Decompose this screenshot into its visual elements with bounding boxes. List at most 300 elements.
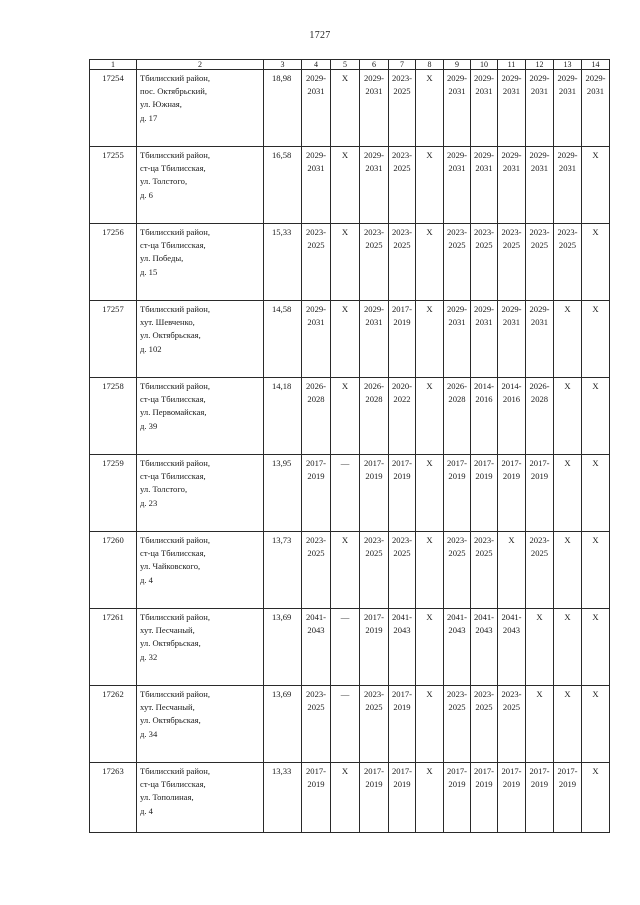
table-row — [90, 147, 610, 224]
row-id: 17262 — [90, 686, 137, 763]
term-end: 2028 — [365, 394, 383, 405]
term-start: 2023- — [391, 535, 413, 545]
term-cell-col-11 — [498, 70, 526, 147]
term-cell-col-8: X — [416, 147, 444, 224]
term-start: 2023- — [529, 535, 550, 545]
row-id: 17256 — [90, 224, 137, 301]
term-end: 2019 — [530, 779, 549, 790]
term-cell-col-5: X — [331, 532, 360, 609]
term-start: 2020- — [391, 381, 413, 391]
term-end: 2019 — [393, 471, 411, 482]
term-start: 2029- — [363, 304, 385, 314]
term-cell-col-14: X — [582, 378, 610, 455]
address-line: д. 6 — [140, 189, 153, 200]
row-id: 17261 — [90, 609, 137, 686]
term-start: 2023- — [557, 227, 578, 237]
term-end: 2031 — [475, 317, 493, 328]
term-start: 2029- — [557, 73, 578, 83]
area-cell: 16,58 — [264, 147, 302, 224]
term-start: 2023- — [305, 535, 327, 545]
term-start: 2017- — [529, 766, 550, 776]
term-end: 2025 — [558, 240, 577, 251]
term-start: 2041- — [501, 612, 522, 622]
row-id: 17258 — [90, 378, 137, 455]
term-start: 2017- — [305, 766, 327, 776]
address-cell — [137, 686, 264, 763]
address-cell — [137, 609, 264, 686]
term-start: 2041- — [446, 612, 468, 622]
term-cell-col-7 — [389, 378, 416, 455]
term-cell-col-13: X — [554, 532, 582, 609]
column-header-7: 7 — [389, 60, 416, 70]
term-end: 2043 — [448, 625, 466, 636]
term-cell-col-5: X — [331, 378, 360, 455]
term-cell-col-9 — [444, 378, 471, 455]
column-header-6: 6 — [360, 60, 389, 70]
address-line: Тбилисский район, — [140, 689, 211, 699]
term-cell-col-4 — [302, 532, 331, 609]
term-end: 2031 — [502, 86, 521, 97]
column-header-11: 11 — [498, 60, 526, 70]
area-cell: 13,69 — [264, 686, 302, 763]
term-cell-col-11 — [498, 378, 526, 455]
term-end: 2031 — [365, 163, 383, 174]
address-line: ст-ца Тбилисская, — [140, 240, 206, 251]
term-end: 2031 — [502, 317, 521, 328]
term-cell-col-13 — [554, 70, 582, 147]
term-start: 2029- — [473, 150, 495, 160]
address-line: Тбилисский район, — [140, 612, 211, 622]
table-row — [90, 686, 610, 763]
term-end: 2025 — [365, 240, 383, 251]
term-cell-col-7 — [389, 147, 416, 224]
table-header — [90, 60, 610, 70]
term-end: 2031 — [448, 86, 466, 97]
term-start: 2014- — [473, 381, 495, 391]
term-end: 2019 — [365, 779, 383, 790]
term-end: 2031 — [307, 317, 325, 328]
area-cell: 18,98 — [264, 70, 302, 147]
address-cell — [137, 378, 264, 455]
term-cell-col-10 — [471, 224, 498, 301]
address-line: ул. Тополиная, — [140, 792, 194, 803]
term-cell-col-7 — [389, 224, 416, 301]
term-cell-col-11 — [498, 147, 526, 224]
term-cell-col-9 — [444, 301, 471, 378]
term-cell-col-7 — [389, 609, 416, 686]
term-cell-col-4 — [302, 378, 331, 455]
term-end: 2019 — [365, 625, 383, 636]
term-cell-col-5: X — [331, 70, 360, 147]
term-start: 2026- — [305, 381, 327, 391]
term-end: 2031 — [586, 86, 605, 97]
address-line: д. 4 — [140, 805, 153, 816]
address-cell — [137, 147, 264, 224]
term-cell-col-12: X — [526, 609, 554, 686]
term-cell-col-13 — [554, 763, 582, 833]
term-start: 2023- — [501, 227, 522, 237]
term-start: 2041- — [305, 612, 327, 622]
term-end: 2028 — [307, 394, 325, 405]
term-start: 2023- — [391, 227, 413, 237]
column-header-1: 1 — [90, 60, 137, 70]
term-cell-col-6 — [360, 532, 389, 609]
table-row — [90, 378, 610, 455]
term-cell-col-10 — [471, 532, 498, 609]
term-end: 2016 — [502, 394, 521, 405]
term-end: 2031 — [307, 86, 325, 97]
term-cell-col-5: X — [331, 224, 360, 301]
address-line: ст-ца Тбилисская, — [140, 394, 206, 405]
term-start: 2029- — [446, 73, 468, 83]
term-start: 2023- — [305, 689, 327, 699]
term-end: 2019 — [530, 471, 549, 482]
column-header-2: 2 — [137, 60, 264, 70]
address-line: Тбилисский район, — [140, 304, 211, 314]
term-end: 2019 — [558, 779, 577, 790]
term-cell-col-6 — [360, 763, 389, 833]
term-end: 2031 — [307, 163, 325, 174]
term-end: 2031 — [530, 86, 549, 97]
term-start: 2029- — [529, 150, 550, 160]
term-start: 2023- — [363, 689, 385, 699]
term-start: 2017- — [391, 689, 413, 699]
term-cell-col-14: X — [582, 532, 610, 609]
term-cell-col-13 — [554, 224, 582, 301]
term-cell-col-12 — [526, 532, 554, 609]
term-start: 2023- — [363, 227, 385, 237]
address-line: Тбилисский район, — [140, 150, 211, 160]
term-end: 2031 — [365, 317, 383, 328]
address-line: Тбилисский район, — [140, 73, 211, 83]
term-cell-col-11 — [498, 455, 526, 532]
term-cell-col-7 — [389, 455, 416, 532]
term-end: 2043 — [393, 625, 411, 636]
address-line: д. 4 — [140, 574, 153, 585]
address-line: Тбилисский район, — [140, 535, 211, 545]
term-end: 2025 — [393, 163, 411, 174]
term-cell-col-9 — [444, 609, 471, 686]
address-line: ул. Победы, — [140, 253, 184, 264]
term-start: 2017- — [473, 458, 495, 468]
term-start: 2017- — [446, 766, 468, 776]
term-cell-col-10 — [471, 609, 498, 686]
table-row — [90, 609, 610, 686]
term-start: 2026- — [529, 381, 550, 391]
term-start: 2017- — [446, 458, 468, 468]
term-end: 2031 — [448, 317, 466, 328]
term-cell-col-10 — [471, 70, 498, 147]
term-end: 2025 — [475, 240, 493, 251]
term-start: 2017- — [363, 766, 385, 776]
term-cell-col-10 — [471, 301, 498, 378]
address-cell — [137, 763, 264, 833]
term-cell-col-4 — [302, 763, 331, 833]
term-start: 2017- — [363, 458, 385, 468]
term-cell-col-10 — [471, 455, 498, 532]
term-start: 2023- — [446, 689, 468, 699]
address-line: ул. Октябрьская, — [140, 330, 201, 341]
term-start: 2041- — [391, 612, 413, 622]
address-line: д. 39 — [140, 420, 158, 431]
term-cell-col-4 — [302, 686, 331, 763]
row-id: 17263 — [90, 763, 137, 833]
term-cell-col-11 — [498, 763, 526, 833]
term-end: 2019 — [393, 702, 411, 713]
term-cell-col-14 — [582, 70, 610, 147]
term-start: 2023- — [446, 535, 468, 545]
term-end: 2019 — [393, 317, 411, 328]
term-cell-col-13 — [554, 147, 582, 224]
term-cell-col-8: X — [416, 532, 444, 609]
term-end: 2025 — [448, 702, 466, 713]
term-end: 2025 — [365, 548, 383, 559]
term-cell-col-14: X — [582, 301, 610, 378]
term-cell-col-6 — [360, 686, 389, 763]
term-end: 2028 — [448, 394, 466, 405]
term-cell-col-13: X — [554, 609, 582, 686]
address-cell — [137, 301, 264, 378]
term-end: 2025 — [307, 548, 325, 559]
term-cell-col-9 — [444, 763, 471, 833]
term-end: 2019 — [307, 779, 325, 790]
term-end: 2019 — [307, 471, 325, 482]
term-cell-col-10 — [471, 686, 498, 763]
term-end: 2022 — [393, 394, 411, 405]
term-cell-col-7 — [389, 686, 416, 763]
term-start: 2026- — [363, 381, 385, 391]
term-start: 2023- — [363, 535, 385, 545]
address-line: д. 15 — [140, 266, 158, 277]
term-cell-col-6 — [360, 609, 389, 686]
term-end: 2025 — [530, 548, 549, 559]
term-start: 2023- — [473, 535, 495, 545]
term-cell-col-11 — [498, 686, 526, 763]
term-start: 2029- — [501, 304, 522, 314]
column-header-3: 3 — [264, 60, 302, 70]
page-number: 1727 — [309, 30, 331, 41]
table-row — [90, 224, 610, 301]
term-end: 2028 — [530, 394, 549, 405]
term-cell-col-9 — [444, 455, 471, 532]
term-cell-col-8: X — [416, 609, 444, 686]
term-start: 2017- — [473, 766, 495, 776]
area-cell: 13,95 — [264, 455, 302, 532]
term-end: 2019 — [475, 471, 493, 482]
term-end: 2043 — [502, 625, 521, 636]
term-cell-col-8: X — [416, 301, 444, 378]
term-start: 2029- — [529, 304, 550, 314]
term-cell-col-12 — [526, 378, 554, 455]
term-cell-col-8: X — [416, 70, 444, 147]
term-cell-col-14: X — [582, 686, 610, 763]
term-cell-col-10 — [471, 147, 498, 224]
term-start: 2029- — [473, 73, 495, 83]
term-end: 2025 — [502, 240, 521, 251]
term-start: 2029- — [585, 73, 606, 83]
term-cell-col-12 — [526, 70, 554, 147]
address-line: ул. Октябрьская, — [140, 715, 201, 726]
column-header-5: 5 — [331, 60, 360, 70]
term-cell-col-8: X — [416, 224, 444, 301]
address-line: хут. Песчаный, — [140, 702, 195, 713]
term-cell-col-4 — [302, 147, 331, 224]
address-line: ул. Толстого, — [140, 176, 188, 187]
address-line: ст-ца Тбилисская, — [140, 779, 206, 790]
term-cell-col-14: X — [582, 763, 610, 833]
term-cell-col-5: X — [331, 763, 360, 833]
term-cell-col-13: X — [554, 686, 582, 763]
column-number-row — [90, 60, 610, 70]
term-cell-col-6 — [360, 378, 389, 455]
term-start: 2029- — [363, 150, 385, 160]
address-cell — [137, 70, 264, 147]
term-start: 2029- — [363, 73, 385, 83]
term-start: 2029- — [446, 150, 468, 160]
term-start: 2017- — [557, 766, 578, 776]
term-cell-col-14: X — [582, 147, 610, 224]
term-start: 2017- — [391, 766, 413, 776]
term-cell-col-12: X — [526, 686, 554, 763]
address-line: ул. Толстого, — [140, 484, 188, 495]
row-id: 17257 — [90, 301, 137, 378]
term-cell-col-5: X — [331, 301, 360, 378]
term-end: 2025 — [475, 702, 493, 713]
term-end: 2025 — [502, 702, 521, 713]
term-cell-col-9 — [444, 147, 471, 224]
term-start: 2029- — [501, 150, 522, 160]
term-end: 2043 — [475, 625, 493, 636]
address-line: ул. Октябрьская, — [140, 638, 201, 649]
table-row — [90, 763, 610, 833]
area-cell: 15,33 — [264, 224, 302, 301]
term-end: 2031 — [530, 317, 549, 328]
term-cell-col-13: X — [554, 378, 582, 455]
area-cell: 13,73 — [264, 532, 302, 609]
term-end: 2019 — [475, 779, 493, 790]
term-start: 2026- — [446, 381, 468, 391]
address-cell — [137, 224, 264, 301]
term-end: 2019 — [448, 779, 466, 790]
term-start: 2023- — [473, 689, 495, 699]
term-start: 2023- — [305, 227, 327, 237]
area-cell: 13,33 — [264, 763, 302, 833]
address-cell — [137, 455, 264, 532]
term-cell-col-4 — [302, 224, 331, 301]
term-cell-col-4 — [302, 609, 331, 686]
term-cell-col-4 — [302, 70, 331, 147]
term-end: 2019 — [393, 779, 411, 790]
term-cell-col-8: X — [416, 378, 444, 455]
address-line: ст-ца Тбилисская, — [140, 163, 206, 174]
term-cell-col-13: X — [554, 301, 582, 378]
term-cell-col-8: X — [416, 763, 444, 833]
term-cell-col-8: X — [416, 686, 444, 763]
address-line: ул. Южная, — [140, 99, 182, 110]
column-header-10: 10 — [471, 60, 498, 70]
area-cell: 14,18 — [264, 378, 302, 455]
term-cell-col-6 — [360, 147, 389, 224]
term-start: 2017- — [529, 458, 550, 468]
address-line: хут. Песчаный, — [140, 625, 195, 636]
term-cell-col-10 — [471, 763, 498, 833]
address-line: д. 32 — [140, 651, 158, 662]
term-cell-col-9 — [444, 532, 471, 609]
term-end: 2019 — [502, 779, 521, 790]
term-start: 2029- — [529, 73, 550, 83]
term-start: 2023- — [391, 150, 413, 160]
term-start: 2023- — [391, 73, 413, 83]
term-start: 2029- — [501, 73, 522, 83]
housing-register-table — [89, 59, 610, 833]
term-cell-col-6 — [360, 455, 389, 532]
area-cell: 13,69 — [264, 609, 302, 686]
term-start: 2023- — [446, 227, 468, 237]
term-cell-col-11 — [498, 609, 526, 686]
term-start: 2029- — [305, 304, 327, 314]
term-cell-col-12 — [526, 763, 554, 833]
table-row — [90, 532, 610, 609]
term-end: 2025 — [365, 702, 383, 713]
table-body — [90, 70, 610, 833]
term-end: 2031 — [475, 163, 493, 174]
address-line: ул. Первомайская, — [140, 407, 207, 418]
row-id: 17254 — [90, 70, 137, 147]
term-start: 2029- — [557, 150, 578, 160]
term-cell-col-6 — [360, 224, 389, 301]
term-cell-col-13: X — [554, 455, 582, 532]
address-line: д. 23 — [140, 497, 158, 508]
term-end: 2031 — [530, 163, 549, 174]
term-end: 2019 — [365, 471, 383, 482]
term-cell-col-4 — [302, 455, 331, 532]
address-line: ул. Чайковского, — [140, 561, 201, 572]
term-cell-col-12 — [526, 301, 554, 378]
term-end: 2019 — [448, 471, 466, 482]
address-line: ст-ца Тбилисская, — [140, 471, 206, 482]
term-cell-col-4 — [302, 301, 331, 378]
term-cell-col-6 — [360, 70, 389, 147]
term-cell-col-5: — — [331, 686, 360, 763]
term-end: 2025 — [307, 240, 325, 251]
term-start: 2029- — [305, 150, 327, 160]
term-end: 2025 — [307, 702, 325, 713]
term-cell-col-7 — [389, 763, 416, 833]
term-cell-col-12 — [526, 224, 554, 301]
term-end: 2025 — [448, 240, 466, 251]
term-cell-col-9 — [444, 70, 471, 147]
address-line: Тбилисский район, — [140, 766, 211, 776]
term-cell-col-6 — [360, 301, 389, 378]
term-start: 2014- — [501, 381, 522, 391]
term-cell-col-14: X — [582, 455, 610, 532]
address-line: д. 34 — [140, 728, 158, 739]
term-start: 2017- — [363, 612, 385, 622]
term-start: 2023- — [529, 227, 550, 237]
term-cell-col-10 — [471, 378, 498, 455]
term-start: 2029- — [305, 73, 327, 83]
term-start: 2023- — [473, 227, 495, 237]
term-end: 2025 — [448, 548, 466, 559]
term-cell-col-11 — [498, 301, 526, 378]
term-end: 2025 — [393, 240, 411, 251]
table-row — [90, 455, 610, 532]
term-cell-col-11 — [498, 224, 526, 301]
term-cell-col-5: — — [331, 609, 360, 686]
term-cell-col-7 — [389, 301, 416, 378]
term-end: 2025 — [393, 548, 411, 559]
term-cell-col-12 — [526, 147, 554, 224]
